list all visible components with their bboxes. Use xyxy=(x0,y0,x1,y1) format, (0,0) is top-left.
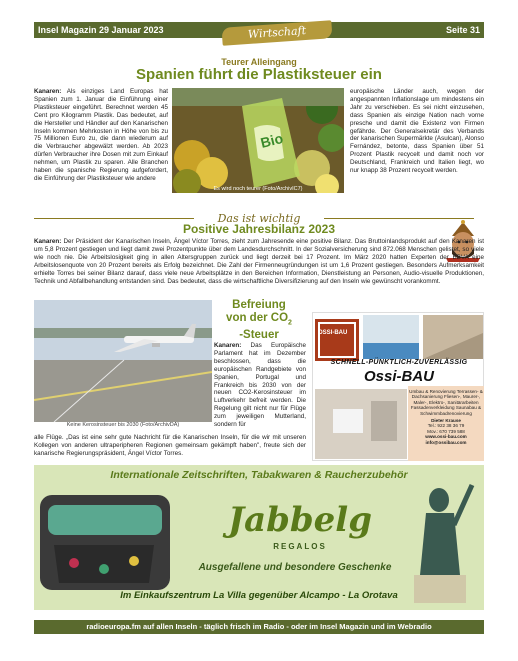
jabbelg-brand: Jabbelg xyxy=(228,500,372,540)
article1-column2: europäische Länder auch, wegen der angespannten Inflationslage um mindestens ein Jahr zu verschieben. Es sei nicht einzusehen, dass Spanien als einzige Nation nach vorne presche und damit die Existenz von Firmen gefährde. Der Generalsekretär des Verbands der kanarischen Supermärkte (Asulcan), Alonso Fernández, betonte, dass Spanien über 51 Prozent Plastik recycelt und damit noch vor Deutschland, Frankreich und Italien liegt, wo nur knapp 38 Prozent recycelt werden. xyxy=(350,88,484,175)
article1-column1 xyxy=(34,88,168,183)
ossi-name: Ossi-BAU xyxy=(363,368,434,385)
article3-caption: Keine Kerosinsteuer bis 2030 (Foto/ArchivDA) xyxy=(66,422,180,428)
article2-banner-text: Das ist wichtig xyxy=(217,212,301,225)
issue-info: Insel Magazin 29 Januar 2023 xyxy=(38,25,164,35)
article3-title-line3: -Steuer xyxy=(239,329,279,342)
ossi-mobile: Mov.: 670 739 588 xyxy=(427,428,465,434)
article2-title: Positive Jahresbilanz 2023 xyxy=(182,222,336,236)
article3-col-text: Das Europäische Parlament hat im Dezember beschlossen, dass die europäischen Randgebiete von Spanien, Portugal und Frankreich bis 2030 von der neuen CO2-Kerosinsteuer im Luftverkehr befreit werden. Die Regelung gilt nicht nur für Flüge zum jeweiligen Mutterland, sondern für xyxy=(214,342,306,429)
article3-title xyxy=(214,299,304,342)
footer-bar: radioeuropa.fm auf allen Inseln - täglich frisch im Radio - oder im Insel Magazin und im Webradio xyxy=(34,620,484,634)
jabbelg-top-line: Internationale Zeitschriften, Tabakwaren & Raucherzubehör xyxy=(110,469,408,481)
ossi-tel: Tel.: 922 38 36 79 xyxy=(427,423,465,429)
ossi-services: Umbau & Renovierung Terrassen- & Dachsanierung Fliesen-, Maurer-, Maler-, Elektro-, Sanitärarbeiten Fassadenverkleidung Saunabau & Schwimmbadrenovierung xyxy=(409,389,483,416)
article1-caption: Es wird noch teurer (Foto/ArchivIC7) xyxy=(213,186,303,192)
article3-title-line1: Befreiung xyxy=(232,299,286,311)
article1-title: Spanien führt die Plastiksteuer ein xyxy=(136,66,382,83)
section-rubric: Wirtschaft xyxy=(222,20,333,46)
article1-lead: Kanaren: xyxy=(34,88,62,95)
article2-text: Der Präsident der Kanarischen Inseln, Ángel Víctor Torres, zieht zum Jahresende eine positive Bilanz. Das Bruttoinlandsprodukt auf den Kanaren ist um 5,8 Prozent gestiegen und liegt damit zwei Prozentpunkte über dem Landesdurchschnitt. In der Sozialversicherung sind 872.068 Menschen gelistet, so viele wie noch nie. Die Arbeitslosigkeit ging in allen Altersgruppen zurück und liegt derzeit bei 17 Prozent. Im März 2020 hatten Experten der BBVA eine Arbeitslosenquote von 20 Prozent bereits als Erfolg bezeichnet. Die Zahl der Firmenneugründungen ist um 1,6 Prozent gestiegen. Besonders Aufmerksamkeit erhielte Torres bei seiner Bilanz darauf, dass viele neue Arbeitsplätze in den Bereichen Information, Dienstleistung an Personen, Audio-visuelle Produktionen, Technik und Abfallbehandlung entstanden sind. Das bedeutet, dass die wirtschaftliche Diversifizierung auf den Inseln wie gewünscht vorankommt. xyxy=(34,238,484,285)
article1-photo xyxy=(172,88,344,193)
jabbelg-slogan: Ausgefallene und besondere Geschenke xyxy=(198,562,392,573)
ossi-mail: info@ossibau.com xyxy=(425,439,467,445)
ossi-logo: OSSI-BAU xyxy=(318,330,348,336)
jabbelg-regalos: REGALOS xyxy=(273,542,327,551)
article3-title-line2: von der CO xyxy=(226,312,289,324)
article2-lead: Kanaren: xyxy=(34,238,62,245)
page-number: Seite 31 xyxy=(445,25,480,35)
article3-bottom: alle Flüge. „Das ist eine sehr gute Nachricht für die Kanarischen Inseln, für die wir mit unseren Kollegen von anderen ultraperipheren Regionen gemeinsam gekämpft haben", freute sich der kanarische Regierungspräsident, Ángel Víctor Torres. xyxy=(34,434,306,457)
article3-column xyxy=(214,342,306,429)
article1-col1-text: Als einziges Land Europas hat Spanien zum 1. Januar die Einführung einer Plastiksteuer eingeführt. Berechnet werden 45 Cent pro Kilogramm Plastik. Das bedeutet, auf die Hersteller und Händler auf den Kanarischen Inseln kommen Mehrkosten in Höhe von bis zu 75 Millionen Euro zu, die dann wiederum auf die Verbraucher abgewälzt werden. Ab 2023 dürfen Verbraucher ihre Dosen mit zum Einkauf nehmen, um Plastik zu sparen. Alle Branchen haben die spanische Regierung aufgefordert, die Einführung der Plastiksteuer wie andere xyxy=(34,88,168,182)
ossi-web: www.ossi-bau.com xyxy=(425,434,467,440)
article2-body xyxy=(34,238,484,285)
article3-lead: Kanaren: xyxy=(214,342,242,349)
ossi-contact-name: Dieter Krause xyxy=(431,418,461,424)
article1-kicker: Teurer Alleingang xyxy=(221,57,297,67)
ossi-tagline: SCHNELL-PÜNKTLICH-ZUVERLÄSSIG xyxy=(330,359,468,366)
bio-bag-label: Bio xyxy=(258,129,285,151)
article3-photo xyxy=(34,300,212,422)
jabbelg-location: Im Einkaufszentrum La Villa gegenüber Alcampo - La Orotava xyxy=(120,590,398,601)
ossi-info-box xyxy=(408,386,484,461)
article3-title-sub: 2 xyxy=(288,319,292,327)
